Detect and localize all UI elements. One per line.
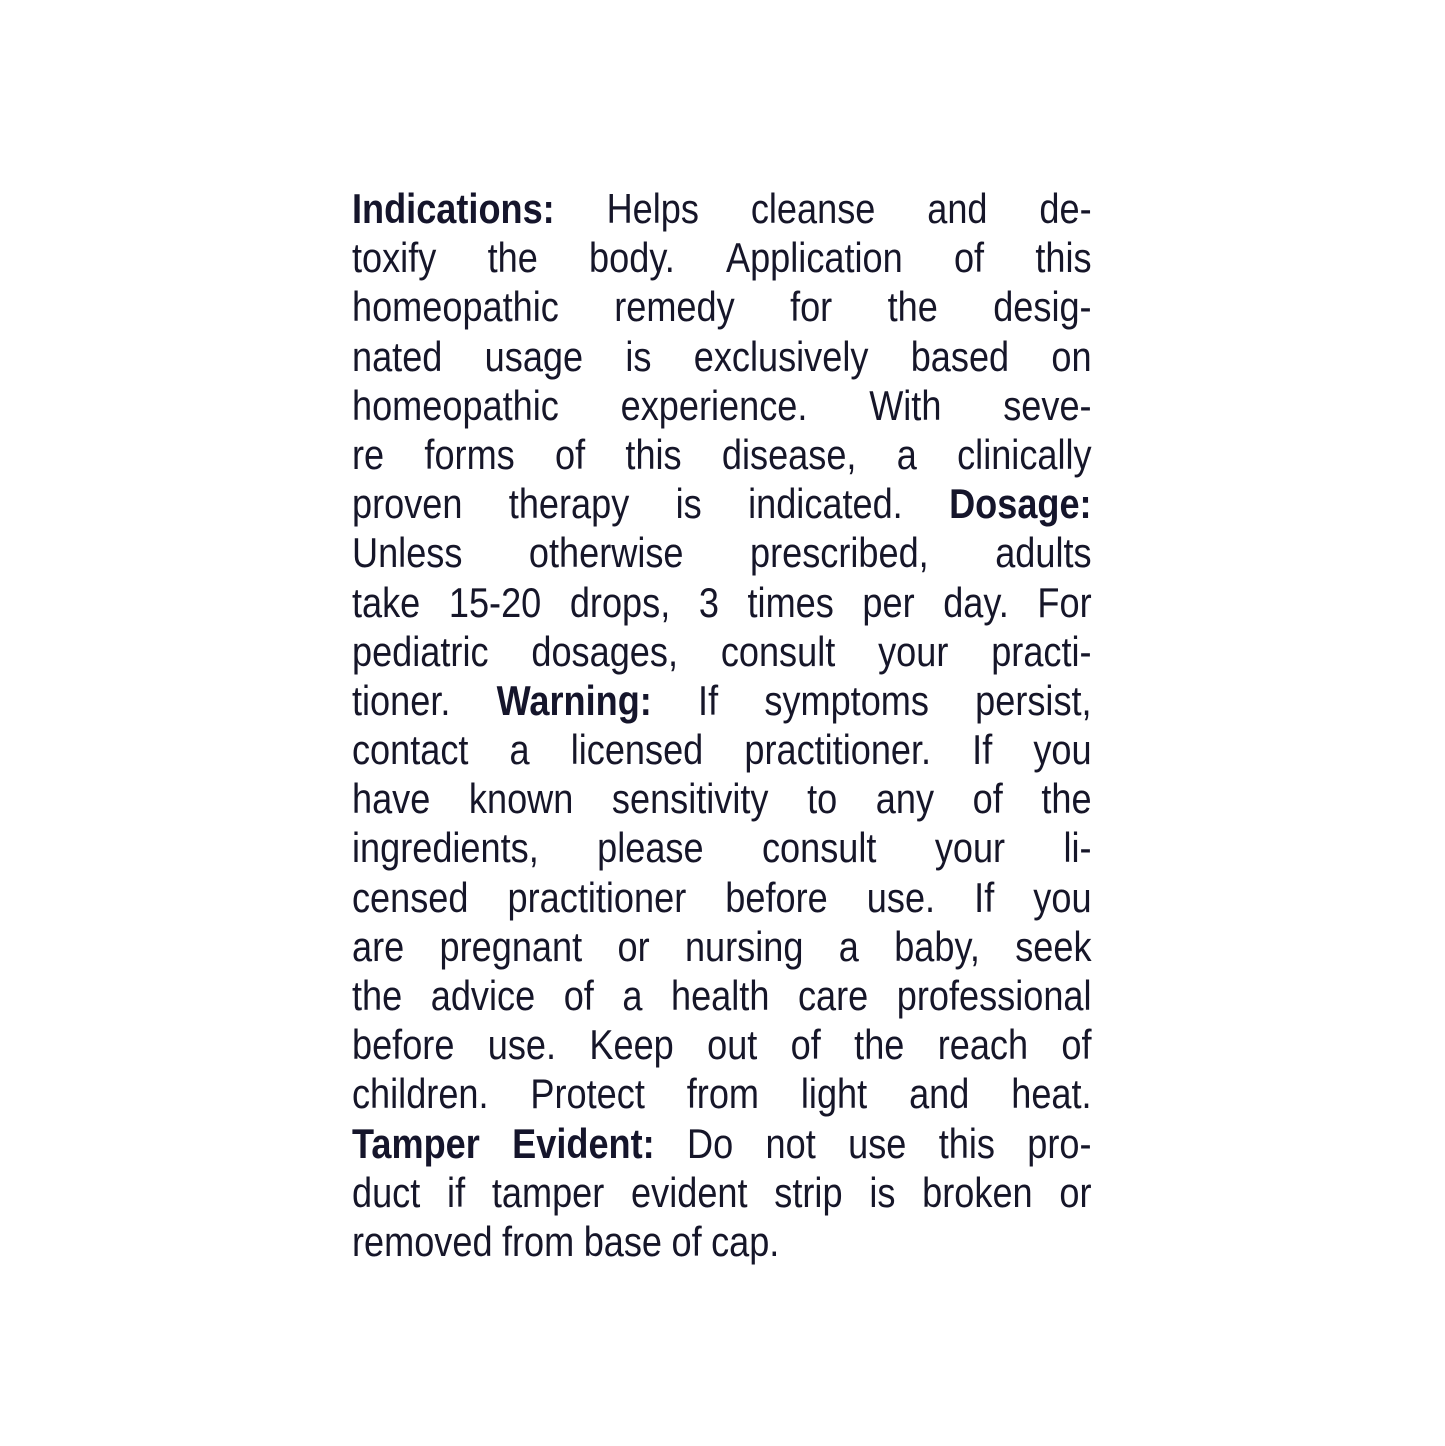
label-word: If (974, 873, 995, 921)
label-word: of (953, 234, 985, 282)
label-word: sensitivity (611, 775, 769, 823)
label-word: pregnant (439, 922, 583, 970)
label-word: desig- (993, 283, 1092, 331)
label-word: Do (687, 1119, 734, 1167)
label-word: you (1033, 873, 1092, 921)
label-text-line (352, 1168, 1092, 1217)
label-text-line (352, 676, 1092, 725)
label-word: day. (943, 578, 1009, 626)
label-word: a (838, 922, 859, 970)
section-heading-word: Evident: (512, 1119, 655, 1167)
label-word: removed (352, 1217, 493, 1265)
label-text-line (352, 725, 1092, 774)
label-text-line (352, 971, 1092, 1020)
label-word: homeopathic (352, 283, 559, 331)
label-word: practi- (991, 627, 1092, 675)
label-word: symptoms (764, 676, 929, 724)
label-word: therapy (508, 480, 630, 528)
label-word: use (848, 1119, 907, 1167)
label-word: or (1059, 1168, 1092, 1216)
label-word: this (1035, 234, 1092, 282)
label-word: 3 (698, 578, 719, 626)
label-word: tioner. (352, 676, 451, 724)
label-word: light (800, 1070, 868, 1118)
label-word: clinically (957, 430, 1092, 478)
label-text-line (352, 1217, 1092, 1266)
label-word: the (487, 234, 538, 282)
label-word: before (352, 1021, 455, 1069)
label-word: 15-20 (448, 578, 542, 626)
label-word: broken (922, 1168, 1033, 1216)
label-word: proven (352, 480, 463, 528)
label-word: ingredients, (352, 824, 539, 872)
label-word: cap. (711, 1217, 780, 1265)
label-word: With (869, 381, 942, 429)
label-word: out (707, 1021, 758, 1069)
label-word: Keep (589, 1021, 674, 1069)
label-word: disease, (721, 430, 857, 478)
label-word: drops, (569, 578, 671, 626)
label-word: before (725, 873, 828, 921)
label-word: forms (424, 430, 515, 478)
label-word: base (583, 1217, 663, 1265)
label-word: to (807, 775, 838, 823)
label-word: or (617, 922, 650, 970)
label-word: this (625, 430, 682, 478)
label-text-line (352, 479, 1092, 528)
label-word: the (887, 283, 938, 331)
label-word: the (1041, 775, 1092, 823)
label-word: the (352, 972, 403, 1019)
label-word: duct (352, 1168, 421, 1216)
label-word: your (934, 824, 1006, 872)
label-word: known (468, 775, 574, 823)
label-text-line (352, 528, 1092, 577)
label-word: de- (1039, 185, 1092, 232)
label-word: practitioner. (744, 726, 932, 774)
label-text-line (352, 184, 1092, 233)
label-word: homeopathic (352, 381, 559, 429)
label-word: cleanse (750, 185, 876, 232)
label-word: pro- (1027, 1119, 1092, 1167)
label-word: remedy (614, 283, 735, 331)
label-text-line (352, 381, 1092, 430)
label-word: For (1037, 578, 1092, 626)
label-text-line (352, 627, 1092, 676)
label-word: indicated. (748, 480, 903, 528)
label-word: seve- (1003, 381, 1092, 429)
label-word: of (671, 1217, 702, 1265)
section-heading-word: Tamper (352, 1119, 480, 1167)
label-word: advice (430, 972, 536, 1019)
label-word: have (352, 775, 431, 823)
label-word: of (790, 1021, 821, 1069)
label-word: times (747, 578, 834, 626)
section-heading-word: Warning: (496, 676, 652, 724)
label-word: evident (631, 1168, 748, 1216)
label-word: li- (1063, 824, 1092, 872)
label-text-line (352, 332, 1092, 381)
label-word: use. (487, 1021, 557, 1069)
product-label-text (352, 184, 1092, 1266)
label-word: professional (896, 972, 1092, 1019)
label-word: per (862, 578, 915, 626)
label-word: seek (1015, 922, 1092, 970)
label-word: persist, (975, 676, 1092, 724)
label-word: please (597, 824, 704, 872)
label-text-line (352, 1069, 1092, 1118)
label-word: practitioner (507, 873, 687, 921)
label-word: contact (352, 726, 469, 774)
label-word: of (972, 775, 1003, 823)
label-word: If (972, 726, 993, 774)
label-word: of (563, 972, 594, 1019)
label-word: health (671, 972, 770, 1019)
label-word: exclusively (693, 332, 869, 380)
label-text-line (352, 823, 1092, 872)
label-word: your (878, 627, 949, 675)
label-word: pediatric (352, 627, 489, 675)
label-word: not (765, 1119, 816, 1167)
label-word: is (869, 1168, 896, 1216)
label-word: dosages, (531, 627, 678, 675)
label-word: of (1061, 1021, 1092, 1069)
label-word: from (501, 1217, 575, 1265)
label-text-line (352, 1119, 1092, 1168)
label-word: Protect (530, 1070, 645, 1118)
label-word: take (352, 578, 421, 626)
label-word: nursing (684, 922, 804, 970)
label-word: toxify (352, 234, 437, 282)
label-word: are (352, 922, 405, 970)
label-word: consult (720, 627, 836, 675)
label-word: any (875, 775, 935, 823)
label-word: consult (761, 824, 877, 872)
label-word: adults (995, 529, 1092, 577)
label-text-line (352, 922, 1092, 971)
label-word: Application (726, 234, 903, 282)
label-word: is (625, 332, 652, 380)
label-word: of (555, 430, 586, 478)
label-word: nated (352, 332, 443, 380)
label-word: children. (352, 1070, 489, 1118)
label-word: reach (937, 1021, 1029, 1069)
label-word: Helps (606, 185, 699, 232)
label-word: body. (589, 234, 675, 282)
label-word: you (1033, 726, 1092, 774)
label-word: a (622, 972, 643, 1019)
section-heading-word: Indications: (352, 185, 555, 232)
label-text-line (352, 233, 1092, 282)
label-text-line (352, 1020, 1092, 1069)
label-word: use. (866, 873, 936, 921)
label-word: baby, (894, 922, 980, 970)
label-word: Unless (352, 529, 463, 577)
label-word: this (938, 1119, 995, 1167)
label-word: from (686, 1070, 760, 1118)
label-word: if (447, 1168, 466, 1216)
label-word: experience. (620, 381, 808, 429)
label-text-line (352, 430, 1092, 479)
label-word: based (910, 332, 1010, 380)
label-word: usage (484, 332, 584, 380)
label-word: If (698, 676, 719, 724)
label-text-line (352, 282, 1092, 331)
label-word: and (927, 185, 988, 232)
label-word: care (797, 972, 869, 1019)
label-word: tamper (491, 1168, 605, 1216)
label-word: strip (774, 1168, 843, 1216)
label-word: a (896, 430, 917, 478)
label-word: and (909, 1070, 970, 1118)
label-word: re (352, 430, 385, 478)
label-word: a (509, 726, 530, 774)
label-word: for (790, 283, 833, 331)
label-word: licensed (570, 726, 704, 774)
label-text-line (352, 578, 1092, 627)
label-word: censed (352, 873, 469, 921)
section-heading-word: Dosage: (949, 480, 1092, 528)
label-text-line (352, 774, 1092, 823)
label-word: the (854, 1021, 905, 1069)
label-text-line (352, 873, 1092, 922)
label-word: otherwise (528, 529, 684, 577)
label-word: prescribed, (750, 529, 929, 577)
label-word: is (675, 480, 702, 528)
label-word: on (1051, 332, 1092, 380)
label-word: heat. (1011, 1070, 1092, 1118)
